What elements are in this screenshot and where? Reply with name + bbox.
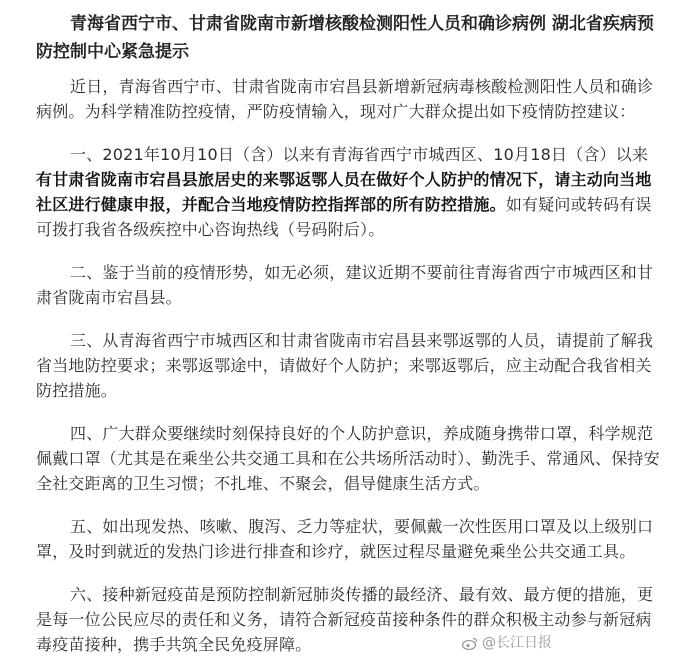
spacer [36,124,660,142]
watermark-text: @长江日报 [482,635,552,651]
item-3-paragraph: 三、从青海省西宁市城西区和甘肃省陇南市宕昌县来鄂返鄂的人员，请提前了解我省当地防控要求；来鄂返鄂途中，请做好个人防护；来鄂返鄂后，应主动配合我省相关防控措施。 [36,331,654,400]
item-6-paragraph: 六、接种新冠疫苗是预防控制新冠肺炎传播的最经济、最有效、最方便的措施，更是每一位公民应尽的责任和义务，请符合新冠疫苗接种条件的群众积极主动参与新冠病毒疫苗接种，携手共筑全民免疫屏障。 [36,585,654,654]
item-1-bold: 有甘肃省陇南市宕昌县旅居史的来鄂返鄂人员在做好个人防护的情况下，请主动向当地社区进行健康申报，并配合当地疫情防控指挥部的所有防控措施。 [36,170,652,214]
spacer [36,242,660,260]
item-1-paragraph [36,142,660,242]
item-1-lead: 一、2021年10月10日（含）以来有青海省西宁市城西区、10月18日（含）以来 [70,145,649,164]
document-title: 青海省西宁市、甘肃省陇南市新增核酸检测阳性人员和确诊病例 湖北省疾病预防控制中心紧急提示 [36,14,654,62]
spacer [36,310,660,328]
item-5-paragraph: 五、如出现发热、咳嗽、腹泻、乏力等症状，要佩戴一次性医用口罩及以上级别口罩，及时到就近的发热门诊进行排查和诊疗，就医过程尽量避免乘坐公共交通工具。 [36,517,654,561]
spacer [36,496,660,514]
weibo-watermark [462,634,552,652]
weibo-logo-icon [462,636,478,650]
spacer [36,403,660,421]
spacer [36,564,660,582]
intro-paragraph: 近日，青海省西宁市、甘肃省陇南市宕昌县新增新冠病毒核酸检测阳性人员和确诊病例。为科学精准防控疫情，严防疫情输入，现对广大群众提出如下疫情防控建议： [36,77,654,121]
item-2-paragraph: 二、鉴于当前的疫情形势，如无必须，建议近期不要前往青海省西宁市城西区和甘肃省陇南市宕昌县。 [36,263,654,307]
item-1-tail: 如有疑问或转码有误可拨打我省各级疾控中心咨询热线（号码附后）。 [36,195,652,239]
item-4-paragraph: 四、广大群众要继续时刻保持良好的个人防护意识，养成随身携带口罩，科学规范佩戴口罩（尤其是在乘坐公共交通工具和在公共场所活动时）、勤洗手、常通风、保持安全社交距离的卫生习惯；不扎堆、不聚会，倡导健康生活方式。 [36,424,660,493]
